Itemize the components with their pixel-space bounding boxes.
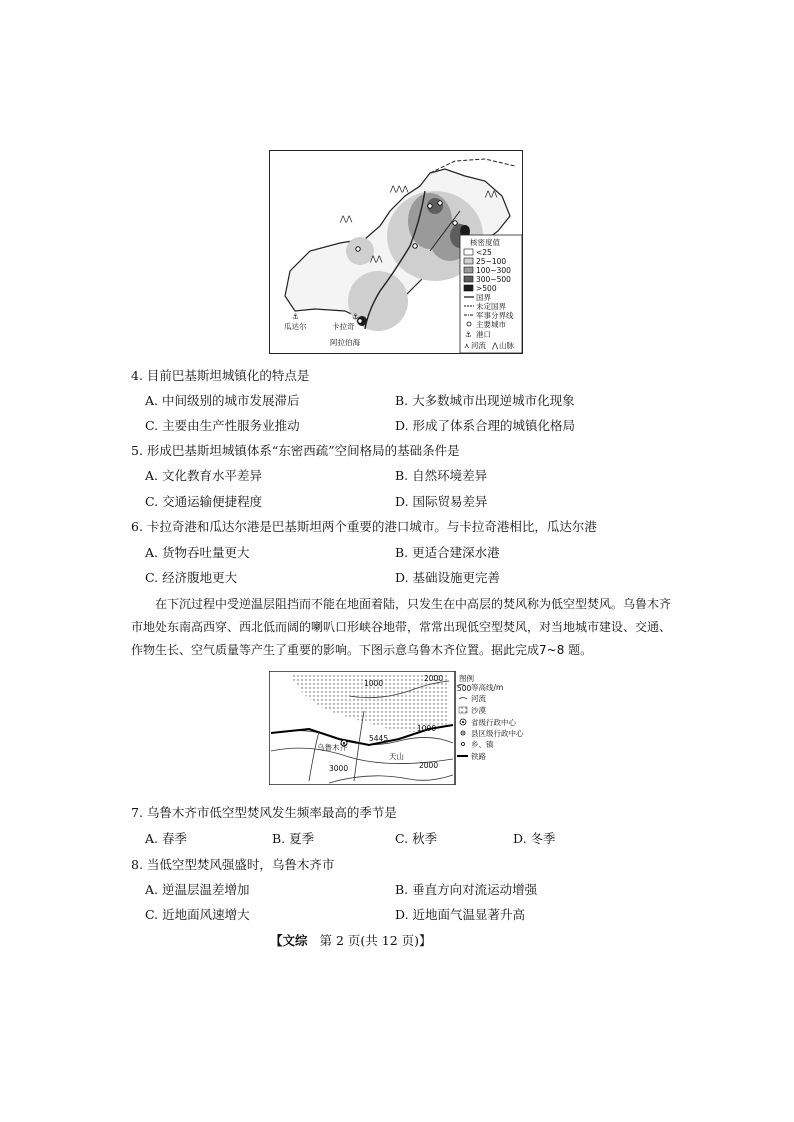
- q5-option-d[interactable]: D. 国际贸易差异: [395, 494, 488, 509]
- legend-line: 未定国界: [476, 302, 506, 311]
- legend-line: 国界: [476, 293, 491, 302]
- contour-label: 2000: [424, 674, 444, 683]
- legend-item: 100~300: [476, 266, 511, 275]
- city-marker: [428, 204, 432, 208]
- q8-option-b[interactable]: B. 垂直方向对流运动增强: [395, 882, 538, 897]
- q4-option-b[interactable]: B. 大多数城市出现逆城市化现象: [395, 393, 575, 408]
- q5-option-b[interactable]: B. 自然环境差异: [395, 468, 488, 483]
- q7-option-d[interactable]: D. 冬季: [513, 831, 556, 846]
- city-label: 乌鲁木齐: [317, 743, 347, 752]
- label-arabian-sea: 阿拉伯海: [330, 338, 360, 347]
- footer-page-number: 第 2 页(共 12 页)】: [319, 933, 432, 948]
- q5-option-c[interactable]: C. 交通运输便捷程度: [145, 494, 263, 509]
- q4-option-c[interactable]: C. 主要由生产性服务业推动: [145, 418, 300, 433]
- mountain-label: 天山: [389, 752, 404, 761]
- q8-option-d[interactable]: D. 近地面气温显著升高: [395, 907, 526, 922]
- legend-title: 图例: [459, 674, 474, 683]
- q6-option-a[interactable]: A. 货物吞吐量更大: [145, 545, 250, 560]
- city-marker: [453, 221, 457, 225]
- contour-label: 3000: [329, 764, 349, 773]
- q6-option-b[interactable]: B. 更适合建深水港: [395, 545, 500, 560]
- q4-option-d[interactable]: D. 形成了体系合理的城镇化格局: [395, 418, 576, 433]
- legend-mountain: 山脉: [499, 341, 514, 350]
- port-icon: ⚓: [352, 312, 359, 321]
- legend-item: 省级行政中心: [471, 718, 516, 727]
- q7-stem: 7. 乌鲁木齐市低空型焚风发生频率最高的季节是: [131, 805, 397, 820]
- peak-elevation: 5445: [369, 734, 389, 743]
- q6-option-c[interactable]: C. 经济腹地更大: [145, 570, 238, 585]
- river-icon: ⋏: [464, 341, 470, 350]
- mountain-symbol: ⋀⋀: [340, 214, 353, 223]
- legend-title: 核密度值: [470, 238, 500, 247]
- port-icon: ⚓: [292, 312, 299, 321]
- footer-subject: 【文综: [270, 933, 308, 948]
- pakistan-map-svg: [270, 151, 522, 353]
- legend-item: 县区级行政中心: [471, 729, 524, 738]
- label-karachi: 卡拉奇: [332, 322, 355, 331]
- q8-option-a[interactable]: A. 逆温层温差增加: [145, 882, 250, 897]
- q7-option-b[interactable]: B. 夏季: [272, 831, 315, 846]
- legend-item: 等高线/m: [471, 683, 504, 692]
- contour-label: 1000: [364, 679, 384, 688]
- legend-item: 铁路: [471, 752, 486, 761]
- legend-item: 沙漠: [471, 706, 486, 715]
- q7-option-a[interactable]: A. 春季: [145, 831, 187, 846]
- q4-stem: 4. 目前巴基斯坦城镇化的特点是: [131, 368, 310, 383]
- legend-city: 主要城市: [476, 320, 506, 329]
- pakistan-density-map: [269, 150, 523, 354]
- q7-option-c[interactable]: C. 秋季: [395, 831, 438, 846]
- legend-item: 乡、镇: [471, 740, 494, 749]
- page-footer: [270, 931, 432, 949]
- q4-option-a[interactable]: A. 中间级别的城市发展滞后: [145, 393, 300, 408]
- q6-stem: 6. 卡拉奇港和瓜达尔港是巴基斯坦两个重要的港口城市。与卡拉奇港相比，瓜达尔港: [131, 519, 597, 534]
- contour-label: 2000: [419, 761, 439, 770]
- urumqi-map-svg: [269, 671, 527, 785]
- legend-port: 港口: [476, 330, 491, 339]
- map2-legend: [457, 673, 524, 761]
- q6-option-d[interactable]: D. 基础设施更完善: [395, 570, 501, 585]
- passage-text: 在下沉过程中受逆温层阻挡而不能在地面着陆，只发生在中高层的焚风称为低空型焚风。乌鲁木齐市地处东南高西穿、西北低而阔的喇叭口形峡谷地带，常常出现低空型焚风，对当地城市建设、交通、作物生长、空气质量等产生了重要的影响。下图示意乌鲁木齐位置。据此完成7~8 题。: [131, 597, 672, 657]
- legend-item: <25: [476, 248, 492, 257]
- mountain-icon: ⋀: [492, 341, 499, 350]
- mountain-symbol: ⋀⋀⋀: [390, 184, 409, 193]
- legend-item: 300~500: [476, 275, 511, 284]
- q8-stem: 8. 当低空型焚风强盛时，乌鲁木齐市: [131, 857, 335, 872]
- legend-item: 河流: [471, 694, 486, 703]
- q5-option-a[interactable]: A. 文化教育水平差异: [145, 468, 262, 483]
- legend-item: 25~100: [476, 257, 507, 266]
- legend-line: 军事分界线: [476, 311, 514, 320]
- port-icon: ⚓: [465, 330, 472, 339]
- q5-stem: 5. 形成巴基斯坦城镇体系“东密西疏”空间格局的基础条件是: [131, 443, 460, 458]
- contour-sample: 500: [457, 684, 472, 693]
- density-zone-low: [348, 271, 408, 331]
- city-marker: [356, 247, 360, 251]
- map1-legend: [460, 235, 522, 353]
- label-gwadar: 瓜达尔: [284, 322, 307, 331]
- city-marker: [438, 201, 442, 205]
- contour-label: 1000: [417, 724, 437, 733]
- mountain-symbol: ⋀⋀: [485, 189, 498, 198]
- urumqi-map: [269, 671, 527, 785]
- legend-item: >500: [476, 284, 497, 293]
- mountain-symbol: ⋀⋀: [370, 254, 383, 263]
- city-marker: [413, 244, 417, 248]
- q8-option-c[interactable]: C. 近地面风速增大: [145, 907, 250, 922]
- legend-river: 河流: [471, 341, 486, 350]
